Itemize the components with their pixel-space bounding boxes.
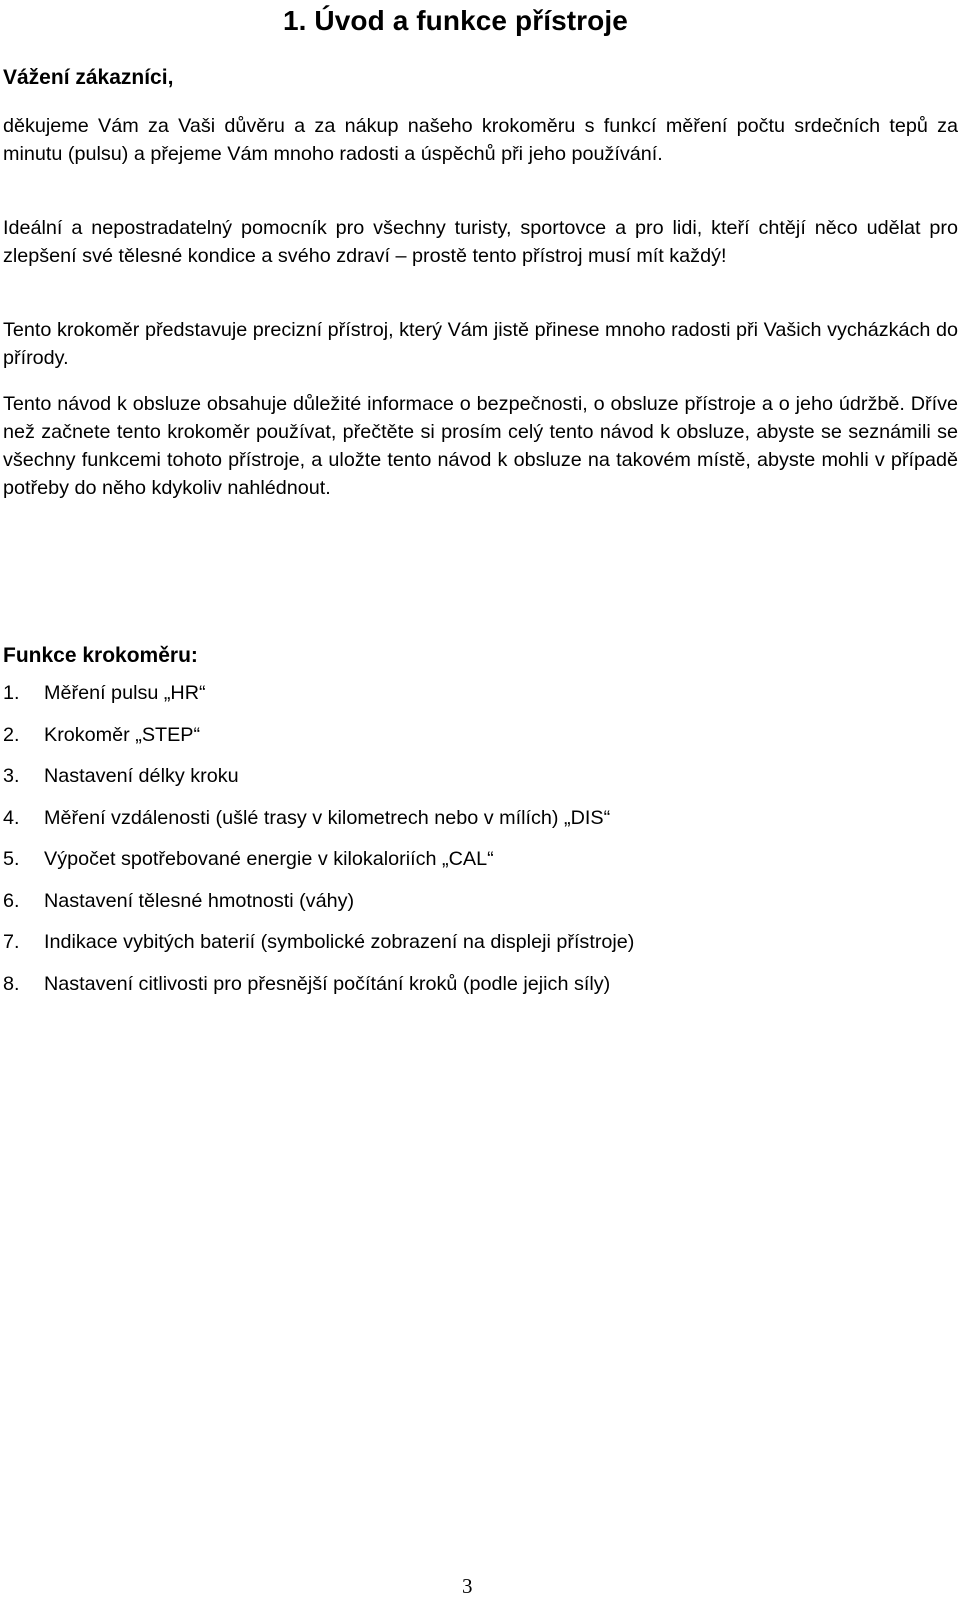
feature-text: Výpočet spotřebované energie v kilokaloriích „CAL“ <box>44 848 494 870</box>
feature-number: 2. <box>3 723 20 746</box>
greeting-heading: Vážení zákazníci, <box>3 66 174 89</box>
feature-number: 7. <box>3 931 20 953</box>
feature-item <box>3 764 634 806</box>
feature-number: 8. <box>3 972 20 995</box>
feature-text: Nastavení citlivosti pro přesnější počítání kroků (podle jejich síly) <box>44 972 611 995</box>
feature-item <box>3 681 634 723</box>
paragraph-thanks: děkujeme Vám za Vaši důvěru a za nákup našeho krokoměru s funkcí měření počtu srdečních tepů za minutu (pulsu) a přejeme Vám mnoho radosti a úspěchů při jeho používání. <box>3 115 958 165</box>
document-page <box>3 0 958 1600</box>
feature-number: 1. <box>3 682 20 704</box>
feature-text: Nastavení tělesné hmotnosti (váhy) <box>44 889 355 912</box>
feature-item <box>3 889 634 931</box>
feature-item <box>3 930 634 972</box>
feature-item <box>3 972 634 1014</box>
paragraph-precise-device: Tento krokoměr představuje precizní přístroj, který Vám jistě přinese mnoho radosti při Vašich vycházkách do přírody. <box>3 319 958 369</box>
feature-text: Nastavení délky kroku <box>44 765 239 787</box>
feature-number: 3. <box>3 765 20 787</box>
features-list <box>3 681 634 1013</box>
feature-item <box>3 806 634 848</box>
features-heading: Funkce krokoměru: <box>3 644 198 667</box>
page-number: 3 <box>462 1574 473 1598</box>
feature-number: 4. <box>3 806 20 829</box>
feature-text: Krokoměr „STEP“ <box>44 723 201 746</box>
feature-item <box>3 847 634 889</box>
feature-text: Měření vzdálenosti (ušlé trasy v kilometrech nebo v mílích) „DIS“ <box>44 806 611 829</box>
feature-number: 6. <box>3 889 20 912</box>
feature-text: Měření pulsu „HR“ <box>44 682 206 704</box>
feature-number: 5. <box>3 848 20 870</box>
feature-item <box>3 723 634 765</box>
paragraph-ideal-helper: Ideální a nepostradatelný pomocník pro všechny turisty, sportovce a pro lidi, kteří chtějí něco udělat pro zlepšení své tělesné kondice a svého zdraví – prostě tento přístroj musí mít každý! <box>3 217 958 267</box>
paragraph-manual-info: Tento návod k obsluze obsahuje důležité informace o bezpečnosti, o obsluze přístroje a o jeho údržbě. Dříve než začnete tento krokoměr používat, přečtěte si prosím celý tento návod k obsluze, abyste se seznámili se všechny funkcemi tohoto přístroje, a uložte tento návod k obsluze na takovém místě, abyste mohli v případě potřeby do něho kdykoliv nahlédnout. <box>3 393 958 499</box>
feature-text: Indikace vybitých baterií (symbolické zobrazení na displeji přístroje) <box>44 931 635 953</box>
document-title: 1. Úvod a funkce přístroje <box>283 5 628 36</box>
